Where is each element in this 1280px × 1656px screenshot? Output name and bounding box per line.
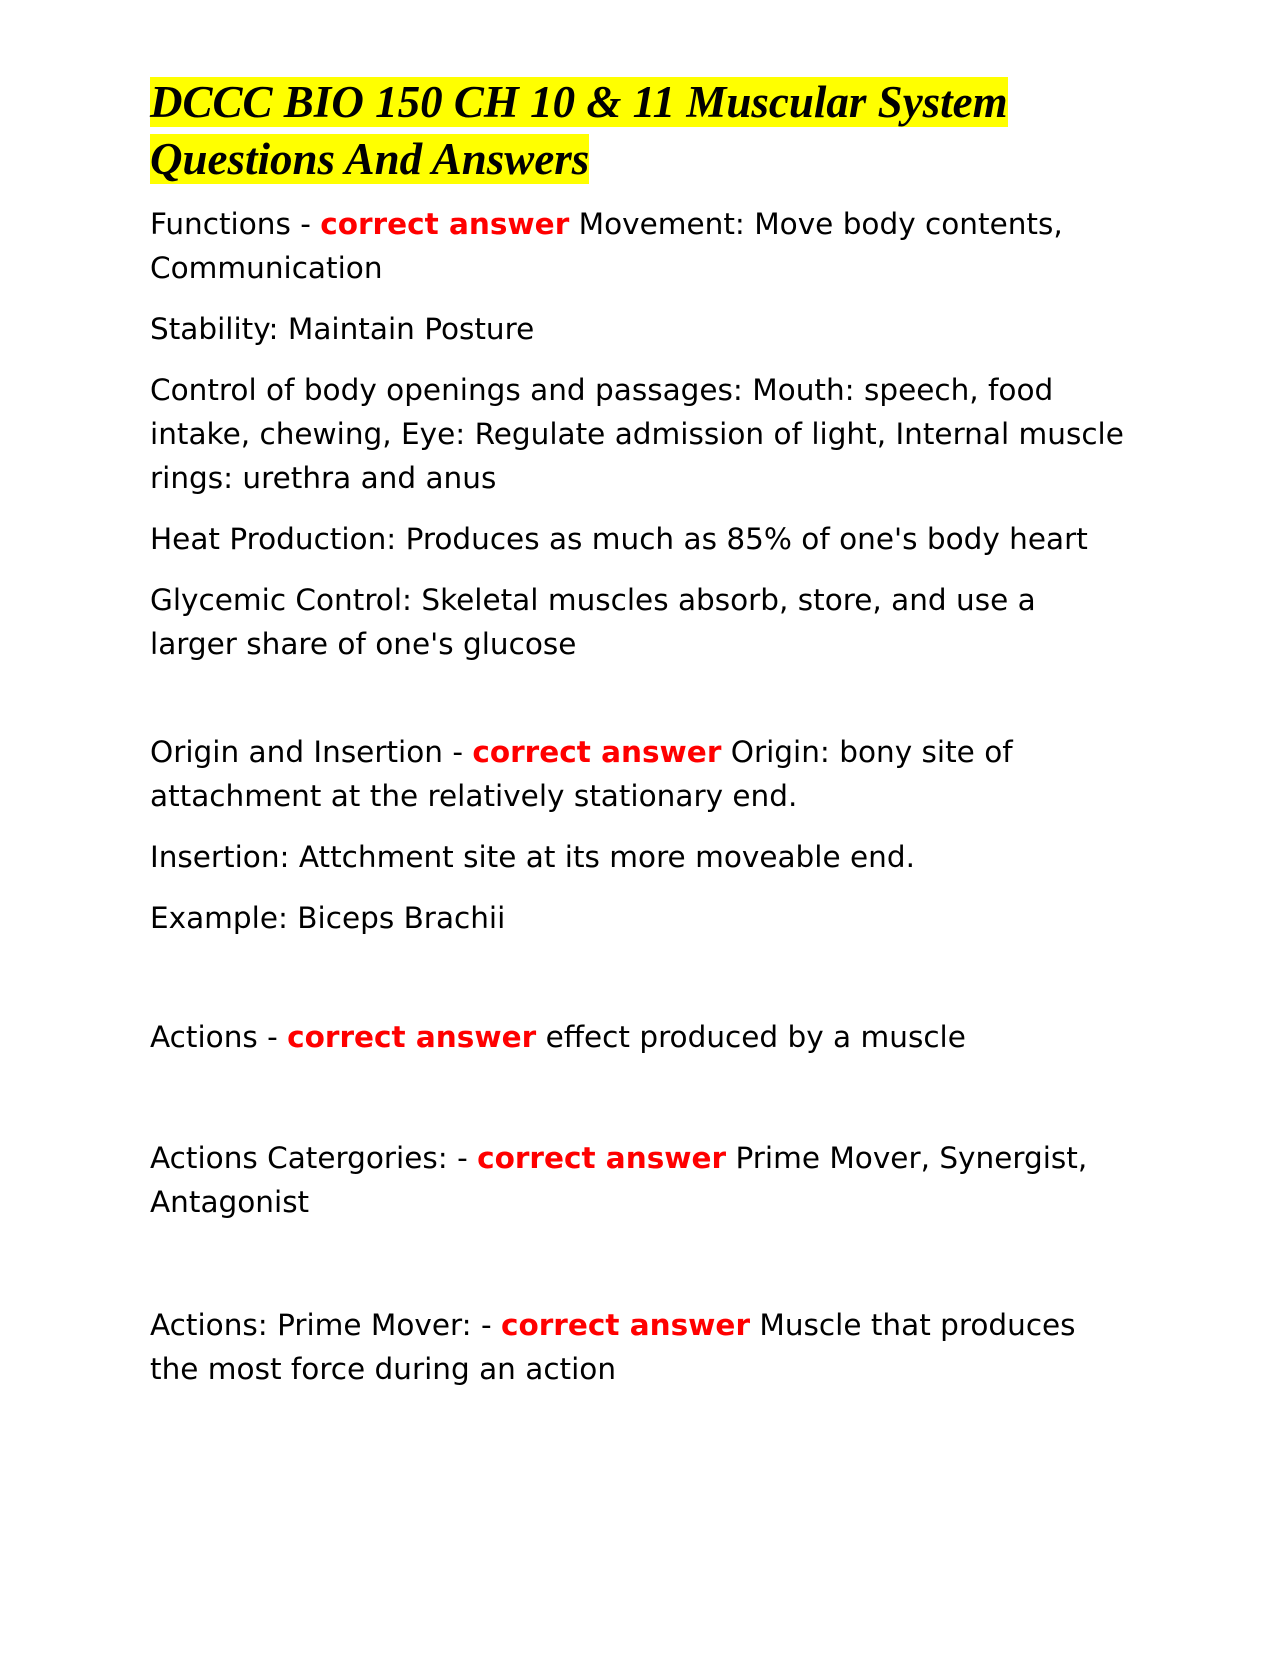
question-text: Functions -	[150, 207, 321, 241]
qa-entry-action-categories	[150, 1136, 1130, 1224]
qa-line	[150, 730, 1130, 818]
answer-marker: correct answer	[320, 207, 570, 241]
answer-marker: correct answer	[477, 1141, 727, 1175]
question-text: Actions Catergories: -	[150, 1141, 478, 1175]
answer-text: Prime Mover, Synergist, Antagonist	[150, 1141, 1088, 1219]
qa-entry-actions	[150, 1015, 1130, 1059]
answer-line: Stability: Maintain Posture	[150, 312, 535, 346]
question-text: Origin and Insertion -	[150, 735, 473, 769]
qa-entry-origin-insertion	[150, 730, 1130, 940]
answer-line: Control of body openings and passages: Mouth: speech, food intake, chewing, Eye: Regulate admission of light, Internal muscle rings: urethra and anus	[150, 373, 1124, 495]
answer-text: Movement: Move body contents, Communication	[150, 207, 1063, 285]
answer-marker: correct answer	[472, 735, 722, 769]
answer-marker: correct answer	[501, 1308, 750, 1342]
document-page	[150, 74, 1130, 1408]
answer-line: Glycemic Control: Skeletal muscles absorb, store, and use a larger share of one's glucose	[150, 583, 1036, 661]
question-text: Actions -	[150, 1020, 288, 1054]
spacer	[150, 1241, 1130, 1303]
answer-text: effect produced by a muscle	[545, 1020, 966, 1054]
spacer	[150, 1076, 1130, 1136]
qa-line	[150, 1136, 1130, 1224]
qa-line	[150, 1303, 1130, 1391]
answer-line: Heat Production: Produces as much as 85% of one's body heart	[150, 522, 1088, 556]
qa-line	[150, 1015, 1130, 1059]
qa-entry-prime-mover	[150, 1303, 1130, 1391]
answer-text: Origin: bony site of attachment at the relatively stationary end.	[150, 735, 1013, 813]
spacer	[150, 957, 1130, 1015]
title-line-2: Questions And Answers	[150, 134, 590, 184]
answer-line: Example: Biceps Brachii	[150, 901, 506, 935]
document-title	[150, 74, 1130, 188]
spacer	[150, 683, 1130, 730]
qa-line	[150, 202, 1130, 290]
title-line-1: DCCC BIO 150 CH 10 & 11 Muscular System	[150, 77, 1008, 127]
qa-entry-functions	[150, 202, 1130, 666]
question-text: Actions: Prime Mover: -	[150, 1308, 501, 1342]
answer-text: Muscle that produces the most force during an action	[150, 1308, 1076, 1386]
answer-line: Insertion: Attchment site at its more moveable end.	[150, 840, 915, 874]
answer-marker: correct answer	[287, 1020, 537, 1054]
